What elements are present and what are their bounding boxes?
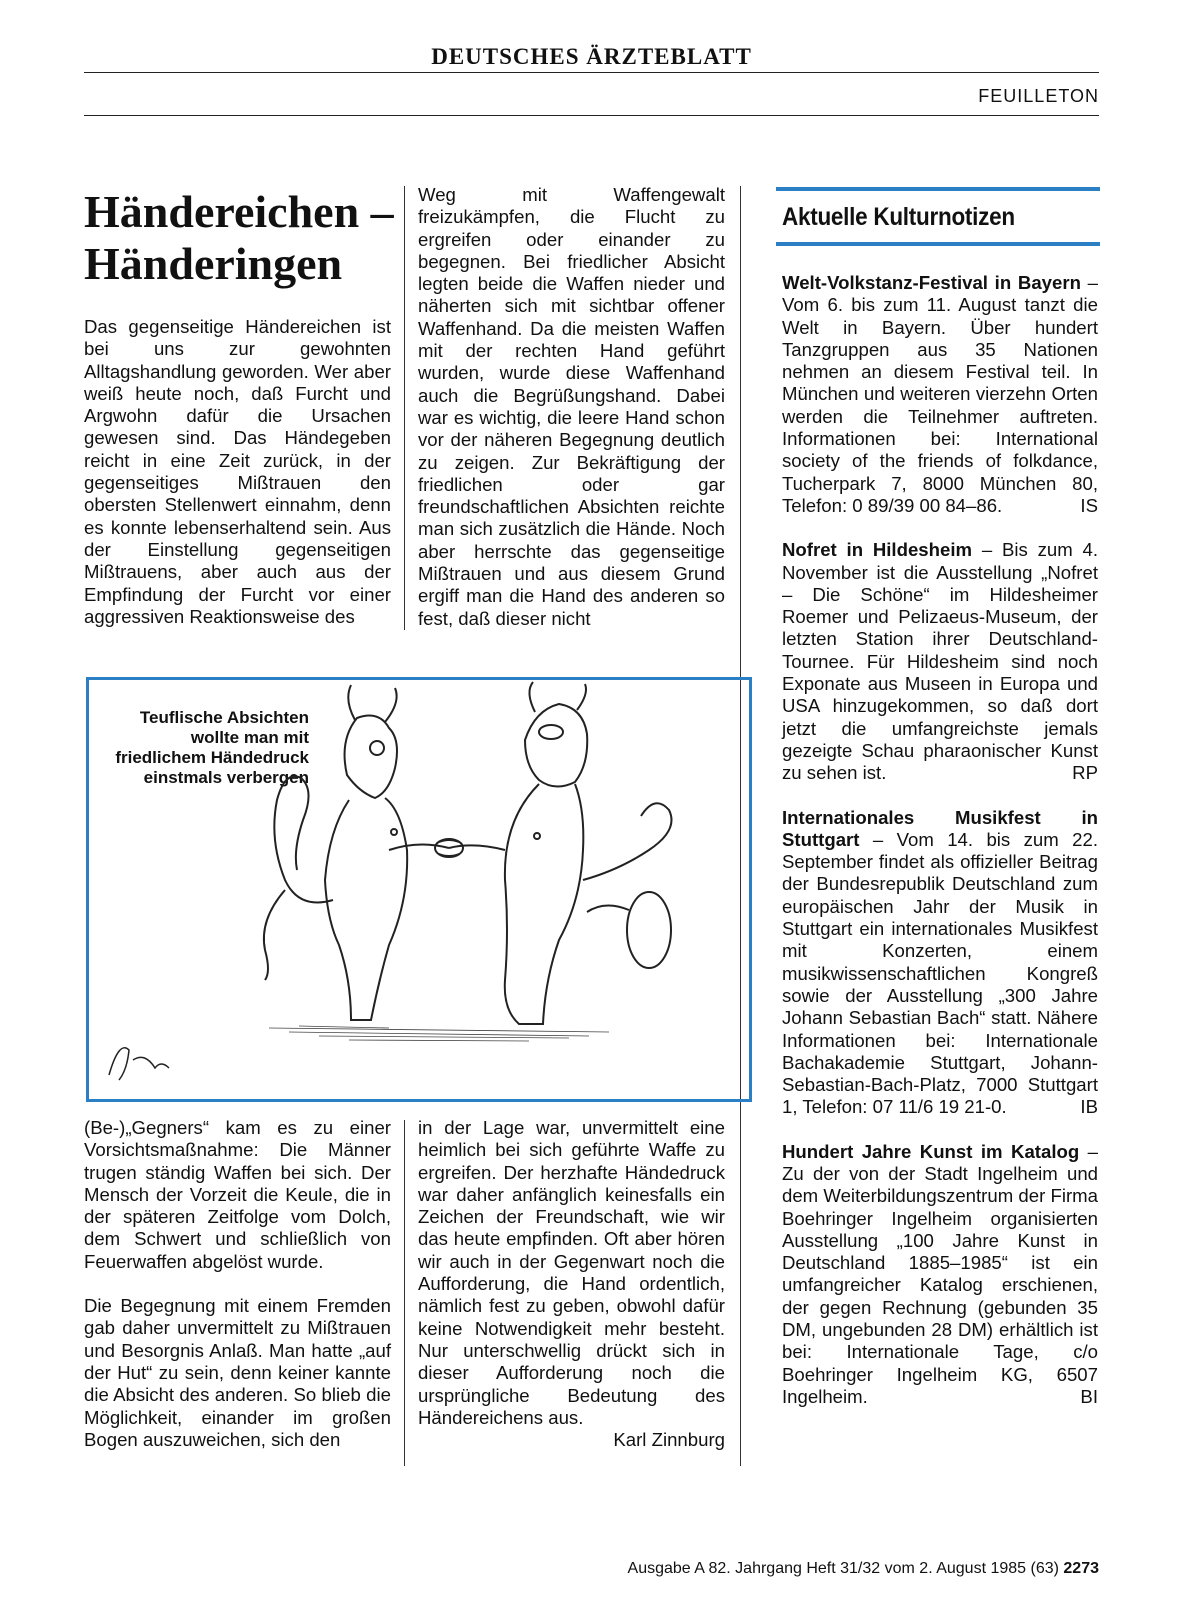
figure-caption: Teuflische Absichten wollte man mit friedlichem Händedruck einstmals verbergen <box>115 708 309 787</box>
column-divider <box>404 1120 405 1466</box>
culture-note <box>782 539 1098 784</box>
paragraph: Weg mit Waffengewalt freizukämpfen, die Flucht zu ergreifen oder einander zu begegnen. Bei friedlicher Absicht legten beide die Waffen nieder und näherten sich mit sichtbar offener Waffenhand. Da die meisten Waffen mit der rechten Hand geführt wurden, wurde diese Waffenhand auch die Begrüßungshand. Dabei war es wichtig, die leere Hand schon vor der näheren Begegnung deutlich zu zeigen. Zur Bekräftigung der friedlichen oder gar freundschaftlichen Absichten reichte man sich zusätzlich die Hände. Noch aber herrschte das gegenseitige Mißtrauen und aus diesem Grund ergiff man die Hand des anderen so fest, daß dieser nicht <box>418 184 725 629</box>
article-column-2 <box>418 184 725 630</box>
author-name: Karl Zinnburg <box>613 1429 725 1451</box>
artist-signature <box>109 1048 169 1080</box>
note-text: – Vom 14. bis zum 22. September findet als offizieller Beitrag der Bundesrepublik Deutschland zum europäischen Jahr der Musik in Stuttgart ein internationales Musikfest mit Konzerten, einem musikwissenschaftlichen Kongreß sowie der Ausstellung „300 Jahre Johann Sebastian Bach“ statt. Nähere Informationen bei: Internationale Bachakademie Stuttgart, Johann-Sebastian-Bach-Platz, 7000 Stuttgart 1, Telefon: 07 11/6 19 21-0. <box>782 828 1098 1118</box>
header-rule-bottom <box>84 115 1099 116</box>
sidebar-notes <box>782 272 1098 1408</box>
sidebar-rule-bottom <box>776 242 1100 246</box>
culture-note <box>782 1141 1098 1409</box>
title-line-1: Händereichen – <box>84 186 394 237</box>
culture-note <box>782 807 1098 1119</box>
masthead: DEUTSCHES ÄRZTEBLATT <box>431 44 752 69</box>
article-title <box>84 186 414 290</box>
sidebar-rule-top <box>776 187 1100 191</box>
article-column-1 <box>84 316 391 628</box>
note-signature: IB <box>1080 1096 1098 1118</box>
column-divider <box>404 186 405 630</box>
note-text: – Bis zum 4. November ist die Ausstellung „Nofret – Die Schöne“ im Hildesheimer Roemer und Pelizaeus-Museum, der letzten Station ihrer Deutschland-Tournee. Für Hildesheim sind noch Exponate aus Museen in Europa und USA hinzugekommen, so daß dort jetzt die umfangreichste jemals gezeigte Schau pharaonischer Kunst zu sehen ist. <box>782 539 1098 784</box>
header-rule-top <box>84 72 1099 73</box>
note-text: – Zu der von der Stadt Ingelheim und dem Weiterbildungszentrum der Firma Boehringer Ingelheim organisierten Ausstellung „100 Jahre Kunst in Deutschland 1885–1985“ ist ein umfangreicher Katalog erschienen, der gegen Rechnung (gebunden 35 DM, ungebunden 28 DM) erhältlich ist bei: Internationale Tage, c/o Boehringer Ingelheim KG, 6507 Ingelheim. <box>782 1140 1099 1407</box>
section-label: FEUILLETON <box>978 86 1099 106</box>
paragraph: in der Lage war, unvermittelt eine heimlich bei sich geführte Waffe zu ergreifen. Der herzhafte Händedruck war daher anfänglich keinesfalls ein Zeichen der Freundschaft, wie wir das heute empfinden. Oft aber hören wir auch in der Gegenwart noch die Aufforderung, die Hand ordentlich, nämlich fest zu geben, obwohl dafür keine Notwendigkeit mehr besteht. Nur unterschwellig drückt sich in dieser Aufforderung noch die ursprüngliche Bedeutung des Händereichens aus. <box>418 1117 725 1428</box>
right-devil <box>449 682 672 1024</box>
note-signature: BI <box>1080 1385 1098 1407</box>
handshake-devils-illustration <box>89 680 749 1099</box>
issue-info: Ausgabe A 82. Jahrgang Heft 31/32 vom 2. August 1985 (63) <box>627 1560 1059 1577</box>
title-line-2: Händeringen <box>84 238 343 289</box>
note-signature: IS <box>1080 494 1098 516</box>
note-heading: Welt-Volkstanz-Festival in Bayern <box>782 272 1081 293</box>
culture-note <box>782 272 1098 517</box>
note-heading: Nofret in Hildesheim <box>782 539 973 561</box>
page-footer <box>628 1560 1099 1578</box>
note-heading: Internationales Musikfest in Stuttgart <box>782 806 1098 850</box>
ground-shading <box>269 1026 609 1041</box>
paragraph: Die Begegnung mit einem Fremden gab daher unvermittelt zu Mißtrauen und Besorgnis Anlaß. Man hatte „auf der Hut“ zu sein, denn keiner kannte die Absicht des anderen. So blieb die Möglichkeit, einander im großen Bogen auszuweichen, sich den <box>84 1295 391 1450</box>
note-text: – Vom 6. bis zum 11. August tanzt die Welt in Bayern. Über hundert Tanzgruppen aus 35 Nationen nehmen an diesem Festival teil. In München und weiteren vierzehn Orten werden die Teilnehmer auftreten. Informationen bei: International society of the friends of folkdance, Tucherpark 7, 8000 München 80, Telefon: 0 89/39 00 84–86. <box>782 272 1099 516</box>
article-column-4 <box>418 1117 725 1451</box>
article-column-3 <box>84 1117 391 1451</box>
illustration-frame <box>86 677 752 1102</box>
note-heading: Hundert Jahre Kunst im Katalog <box>782 1140 1080 1162</box>
paragraph: Das gegenseitige Händereichen ist bei uns zur gewohnten Alltagshandlung geworden. Wer aber weiß heute noch, daß Furcht und Argwohn dafür die Ursachen gewesen sind. Das Händegeben reicht in eine Zeit zurück, in der gegenseitiges Mißtrauen den obersten Stellenwert einnahm, denn es konnte lebenserhaltend sein. Aus der Einstellung gegenseitigen Mißtrauens, aber auch aus der Empfindung der Furcht vor einer aggressiven Reaktionsweise des <box>84 316 391 627</box>
sidebar-title: Aktuelle Kulturnotizen <box>782 203 1015 231</box>
left-devil <box>264 685 449 1020</box>
paragraph: (Be-)„Gegners“ kam es zu einer Vorsichtsmaßnahme: Die Männer trugen ständig Waffen bei sich. Der Mensch der Vorzeit die Keule, die in der späteren Zeitfolge vom Dolch, dem Schwert und schließlich von Feuerwaffen abgelöst wurde. <box>84 1117 391 1272</box>
page-number: 2273 <box>1063 1560 1099 1577</box>
note-signature: RP <box>1072 762 1098 784</box>
